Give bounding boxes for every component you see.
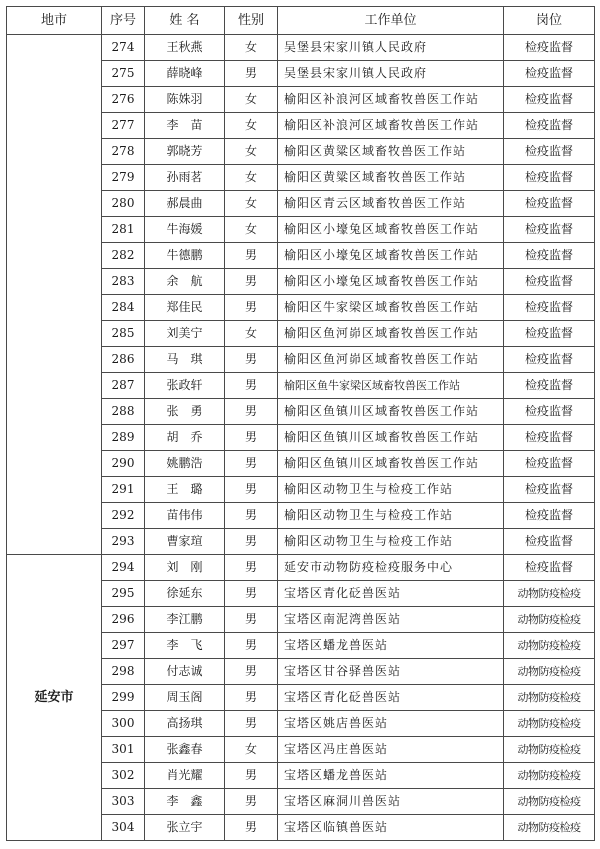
serial-number-cell: 291 [102, 477, 145, 503]
name-cell: 苗伟伟 [145, 503, 225, 529]
post-cell: 检疫监督 [504, 269, 595, 295]
work-unit-cell: 榆阳区青云区域畜牧兽医工作站 [278, 191, 504, 217]
name-cell: 郭晓芳 [145, 139, 225, 165]
name-cell: 牛德鹏 [145, 243, 225, 269]
serial-number-cell: 297 [102, 633, 145, 659]
post-cell: 检疫监督 [504, 529, 595, 555]
name-cell: 张鑫春 [145, 737, 225, 763]
table-row [7, 555, 595, 581]
sex-cell: 男 [225, 711, 278, 737]
name-cell: 马 琪 [145, 347, 225, 373]
post-cell: 检疫监督 [504, 555, 595, 581]
name-cell: 陈姝羽 [145, 87, 225, 113]
work-unit-cell: 榆阳区鱼牛家梁区域畜牧兽医工作站 [278, 373, 504, 399]
serial-number-cell: 287 [102, 373, 145, 399]
serial-number-cell: 301 [102, 737, 145, 763]
post-cell: 检疫监督 [504, 243, 595, 269]
header-name: 姓 名 [145, 7, 225, 35]
serial-number-cell: 280 [102, 191, 145, 217]
sex-cell: 女 [225, 165, 278, 191]
serial-number-cell: 300 [102, 711, 145, 737]
post-cell: 动物防疫检疫 [504, 711, 595, 737]
name-cell: 张政轩 [145, 373, 225, 399]
name-cell: 姚鹏浩 [145, 451, 225, 477]
serial-number-cell: 274 [102, 35, 145, 61]
name-cell: 徐延东 [145, 581, 225, 607]
work-unit-cell: 榆阳区补浪河区域畜牧兽医工作站 [278, 87, 504, 113]
city-cell: 延安市 [7, 555, 102, 841]
serial-number-cell: 282 [102, 243, 145, 269]
header-row [7, 7, 595, 35]
post-cell: 动物防疫检疫 [504, 633, 595, 659]
work-unit-cell: 榆阳区黄粱区域畜牧兽医工作站 [278, 139, 504, 165]
work-unit-cell: 宝塔区南泥湾兽医站 [278, 607, 504, 633]
header-unit: 工作单位 [278, 7, 504, 35]
serial-number-cell: 295 [102, 581, 145, 607]
name-cell: 高扬琪 [145, 711, 225, 737]
work-unit-cell: 吴堡县宋家川镇人民政府 [278, 35, 504, 61]
work-unit-cell: 宝塔区蟠龙兽医站 [278, 763, 504, 789]
name-cell: 刘 刚 [145, 555, 225, 581]
work-unit-cell: 宝塔区青化砭兽医站 [278, 685, 504, 711]
sex-cell: 女 [225, 191, 278, 217]
work-unit-cell: 宝塔区甘谷驿兽医站 [278, 659, 504, 685]
work-unit-cell: 榆阳区牛家梁区域畜牧兽医工作站 [278, 295, 504, 321]
sex-cell: 男 [225, 503, 278, 529]
sex-cell: 男 [225, 529, 278, 555]
name-cell: 曹家瑄 [145, 529, 225, 555]
work-unit-cell: 吴堡县宋家川镇人民政府 [278, 61, 504, 87]
post-cell: 动物防疫检疫 [504, 815, 595, 841]
serial-number-cell: 281 [102, 217, 145, 243]
work-unit-cell: 榆阳区动物卫生与检疫工作站 [278, 529, 504, 555]
work-unit-cell: 宝塔区冯庄兽医站 [278, 737, 504, 763]
sex-cell: 男 [225, 581, 278, 607]
serial-number-cell: 275 [102, 61, 145, 87]
name-cell: 牛海媛 [145, 217, 225, 243]
sex-cell: 男 [225, 477, 278, 503]
serial-number-cell: 294 [102, 555, 145, 581]
post-cell: 动物防疫检疫 [504, 581, 595, 607]
name-cell: 周玉阁 [145, 685, 225, 711]
post-cell: 检疫监督 [504, 373, 595, 399]
post-cell: 检疫监督 [504, 347, 595, 373]
sex-cell: 男 [225, 399, 278, 425]
name-cell: 胡 乔 [145, 425, 225, 451]
work-unit-cell: 榆阳区鱼镇川区域畜牧兽医工作站 [278, 399, 504, 425]
post-cell: 检疫监督 [504, 451, 595, 477]
sex-cell: 男 [225, 295, 278, 321]
serial-number-cell: 276 [102, 87, 145, 113]
serial-number-cell: 293 [102, 529, 145, 555]
sex-cell: 男 [225, 61, 278, 87]
post-cell: 检疫监督 [504, 425, 595, 451]
post-cell: 动物防疫检疫 [504, 607, 595, 633]
post-cell: 检疫监督 [504, 139, 595, 165]
serial-number-cell: 284 [102, 295, 145, 321]
serial-number-cell: 304 [102, 815, 145, 841]
post-cell: 动物防疫检疫 [504, 737, 595, 763]
serial-number-cell: 290 [102, 451, 145, 477]
sex-cell: 男 [225, 243, 278, 269]
name-cell: 薛晓峰 [145, 61, 225, 87]
work-unit-cell: 延安市动物防疫检疫服务中心 [278, 555, 504, 581]
name-cell: 付志诚 [145, 659, 225, 685]
sex-cell: 男 [225, 555, 278, 581]
name-cell: 张 勇 [145, 399, 225, 425]
sex-cell: 女 [225, 87, 278, 113]
post-cell: 检疫监督 [504, 503, 595, 529]
name-cell: 郝晨曲 [145, 191, 225, 217]
post-cell: 动物防疫检疫 [504, 685, 595, 711]
sex-cell: 女 [225, 139, 278, 165]
work-unit-cell: 宝塔区麻洞川兽医站 [278, 789, 504, 815]
post-cell: 检疫监督 [504, 191, 595, 217]
sex-cell: 女 [225, 217, 278, 243]
work-unit-cell: 宝塔区青化砭兽医站 [278, 581, 504, 607]
sex-cell: 男 [225, 789, 278, 815]
serial-number-cell: 302 [102, 763, 145, 789]
post-cell: 检疫监督 [504, 217, 595, 243]
serial-number-cell: 299 [102, 685, 145, 711]
sex-cell: 男 [225, 763, 278, 789]
sex-cell: 女 [225, 35, 278, 61]
work-unit-cell: 榆阳区动物卫生与检疫工作站 [278, 503, 504, 529]
post-cell: 动物防疫检疫 [504, 789, 595, 815]
name-cell: 李 苗 [145, 113, 225, 139]
header-sex: 性别 [225, 7, 278, 35]
staff-table [6, 6, 595, 841]
post-cell: 检疫监督 [504, 165, 595, 191]
post-cell: 检疫监督 [504, 295, 595, 321]
header-city: 地市 [7, 7, 102, 35]
sex-cell: 男 [225, 451, 278, 477]
post-cell: 动物防疫检疫 [504, 659, 595, 685]
name-cell: 孙雨茗 [145, 165, 225, 191]
sex-cell: 男 [225, 659, 278, 685]
work-unit-cell: 榆阳区黄粱区域畜牧兽医工作站 [278, 165, 504, 191]
header-no: 序号 [102, 7, 145, 35]
serial-number-cell: 288 [102, 399, 145, 425]
sex-cell: 女 [225, 737, 278, 763]
serial-number-cell: 289 [102, 425, 145, 451]
name-cell: 王秋燕 [145, 35, 225, 61]
name-cell: 王 璐 [145, 477, 225, 503]
work-unit-cell: 宝塔区临镇兽医站 [278, 815, 504, 841]
table-body [7, 35, 595, 841]
post-cell: 检疫监督 [504, 399, 595, 425]
serial-number-cell: 303 [102, 789, 145, 815]
post-cell: 检疫监督 [504, 61, 595, 87]
table-row [7, 35, 595, 61]
work-unit-cell: 榆阳区补浪河区域畜牧兽医工作站 [278, 113, 504, 139]
work-unit-cell: 宝塔区蟠龙兽医站 [278, 633, 504, 659]
post-cell: 检疫监督 [504, 477, 595, 503]
post-cell: 检疫监督 [504, 87, 595, 113]
work-unit-cell: 榆阳区小壕兔区域畜牧兽医工作站 [278, 243, 504, 269]
sex-cell: 男 [225, 425, 278, 451]
name-cell: 李江鹏 [145, 607, 225, 633]
post-cell: 动物防疫检疫 [504, 763, 595, 789]
sex-cell: 男 [225, 269, 278, 295]
work-unit-cell: 榆阳区鱼河峁区域畜牧兽医工作站 [278, 321, 504, 347]
serial-number-cell: 278 [102, 139, 145, 165]
post-cell: 检疫监督 [504, 321, 595, 347]
name-cell: 李 飞 [145, 633, 225, 659]
post-cell: 检疫监督 [504, 35, 595, 61]
name-cell: 郑佳民 [145, 295, 225, 321]
work-unit-cell: 榆阳区动物卫生与检疫工作站 [278, 477, 504, 503]
name-cell: 张立宇 [145, 815, 225, 841]
sex-cell: 男 [225, 685, 278, 711]
serial-number-cell: 279 [102, 165, 145, 191]
sex-cell: 男 [225, 607, 278, 633]
serial-number-cell: 283 [102, 269, 145, 295]
serial-number-cell: 286 [102, 347, 145, 373]
sex-cell: 男 [225, 347, 278, 373]
work-unit-cell: 榆阳区鱼镇川区域畜牧兽医工作站 [278, 451, 504, 477]
work-unit-cell: 宝塔区姚店兽医站 [278, 711, 504, 737]
work-unit-cell: 榆阳区鱼镇川区域畜牧兽医工作站 [278, 425, 504, 451]
name-cell: 李 鑫 [145, 789, 225, 815]
name-cell: 余 航 [145, 269, 225, 295]
sex-cell: 男 [225, 815, 278, 841]
post-cell: 检疫监督 [504, 113, 595, 139]
sex-cell: 女 [225, 113, 278, 139]
header-post: 岗位 [504, 7, 595, 35]
serial-number-cell: 296 [102, 607, 145, 633]
name-cell: 刘美宁 [145, 321, 225, 347]
name-cell: 肖光耀 [145, 763, 225, 789]
city-cell [7, 35, 102, 555]
sex-cell: 女 [225, 321, 278, 347]
work-unit-cell: 榆阳区小壕兔区域畜牧兽医工作站 [278, 269, 504, 295]
sex-cell: 男 [225, 633, 278, 659]
serial-number-cell: 277 [102, 113, 145, 139]
serial-number-cell: 298 [102, 659, 145, 685]
sex-cell: 男 [225, 373, 278, 399]
serial-number-cell: 292 [102, 503, 145, 529]
work-unit-cell: 榆阳区小壕兔区域畜牧兽医工作站 [278, 217, 504, 243]
work-unit-cell: 榆阳区鱼河峁区域畜牧兽医工作站 [278, 347, 504, 373]
serial-number-cell: 285 [102, 321, 145, 347]
